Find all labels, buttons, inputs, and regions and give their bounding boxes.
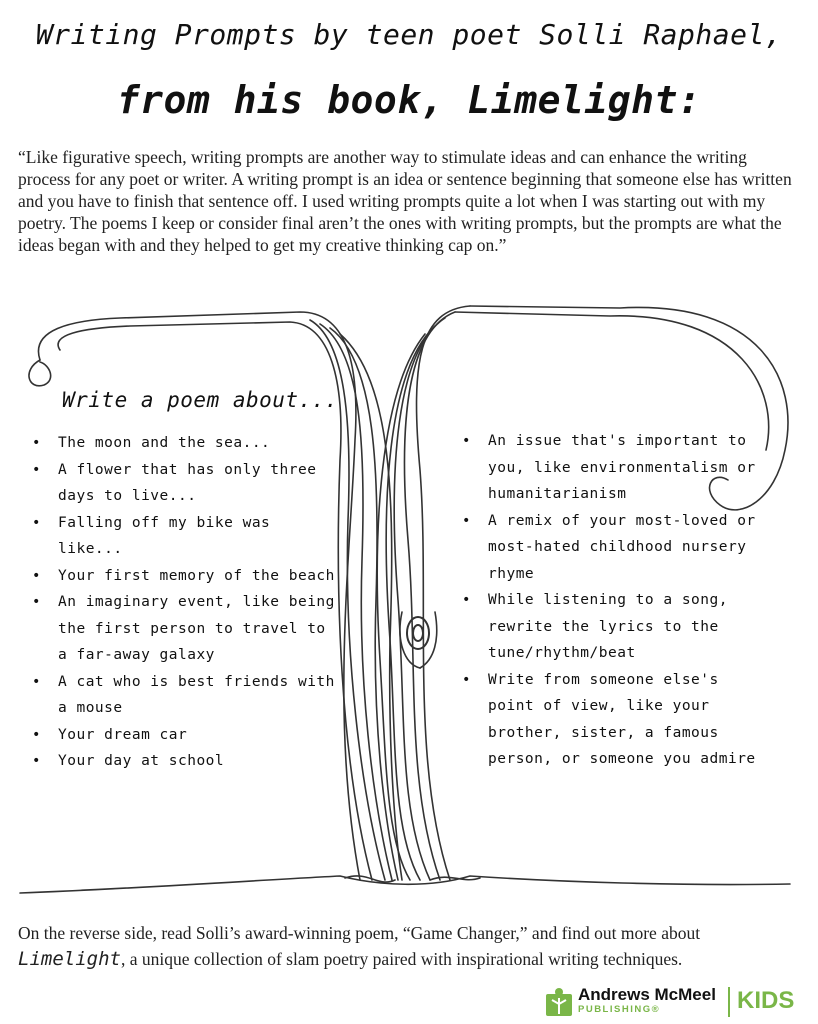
- prompt-item: • A remix of your most-loved or most-hated childhood nursery rhyme: [462, 508, 772, 588]
- prompt-item: • The moon and the sea...: [32, 430, 344, 457]
- intro-quote: “Like figurative speech, writing prompts are another way to stimulate ideas and can enhance the writing process for any poet or writer. A writing prompt is an idea or sentence beginning that someone else has written and you have to finish that sentence off. I used writing prompts quite a lot when I was starting out with my poetry. The poems I keep or consider final aren’t the ones with writing prompts, but the prompts are what the ideas began with and they helped to get my creative thinking cap on.”: [18, 147, 792, 255]
- prompt-list-right: [462, 428, 772, 773]
- book-figure-icon: [546, 988, 572, 1016]
- prompt-item: • An imaginary event, like being the first person to travel to a far-away galaxy: [32, 589, 344, 669]
- publisher-subtitle: PUBLISHING®: [578, 1004, 661, 1015]
- publisher-imprint: KIDS: [737, 987, 795, 1014]
- footer-text-end: , a unique collection of slam poetry paired with inspirational writing techniques.: [120, 949, 683, 969]
- prompt-item: • Your dream car: [32, 722, 344, 749]
- publisher-name: Andrews McMeel: [578, 985, 716, 1004]
- prompt-item: • Your first memory of the beach: [32, 563, 344, 590]
- publisher-logo: [546, 985, 796, 1019]
- prompt-item: • While listening to a song, rewrite the lyrics to the tune/rhythm/beat: [462, 587, 772, 667]
- prompt-item: • Falling off my bike was like...: [32, 510, 344, 563]
- prompt-item: • Write from someone else's point of view, like your brother, sister, a famous person, or someone you admire: [462, 667, 772, 773]
- footer-book-name: Limelight: [18, 948, 121, 970]
- tree-knot: [400, 612, 437, 668]
- publisher-divider: [728, 987, 730, 1017]
- page-title-line-2: from his book, Limelight:: [116, 78, 702, 122]
- page-title-line-1: Writing Prompts by teen poet Solli Raphael,: [35, 18, 783, 51]
- prompt-item: • An issue that's important to you, like environmentalism or humanitarianism: [462, 428, 772, 508]
- tree-left-branch-curl: [29, 360, 51, 386]
- prompt-item: • A cat who is best friends with a mouse: [32, 669, 344, 722]
- footer-text: [18, 920, 800, 972]
- prompt-item: • Your day at school: [32, 748, 344, 775]
- prompt-list-left: [32, 430, 344, 775]
- prompts-heading: Write a poem about...: [62, 388, 339, 412]
- footer-text-start: On the reverse side, read Solli’s award-winning poem, “Game Changer,” and find out more about: [18, 923, 701, 943]
- prompt-item: • A flower that has only three days to live...: [32, 457, 344, 510]
- ground-line: [20, 876, 790, 893]
